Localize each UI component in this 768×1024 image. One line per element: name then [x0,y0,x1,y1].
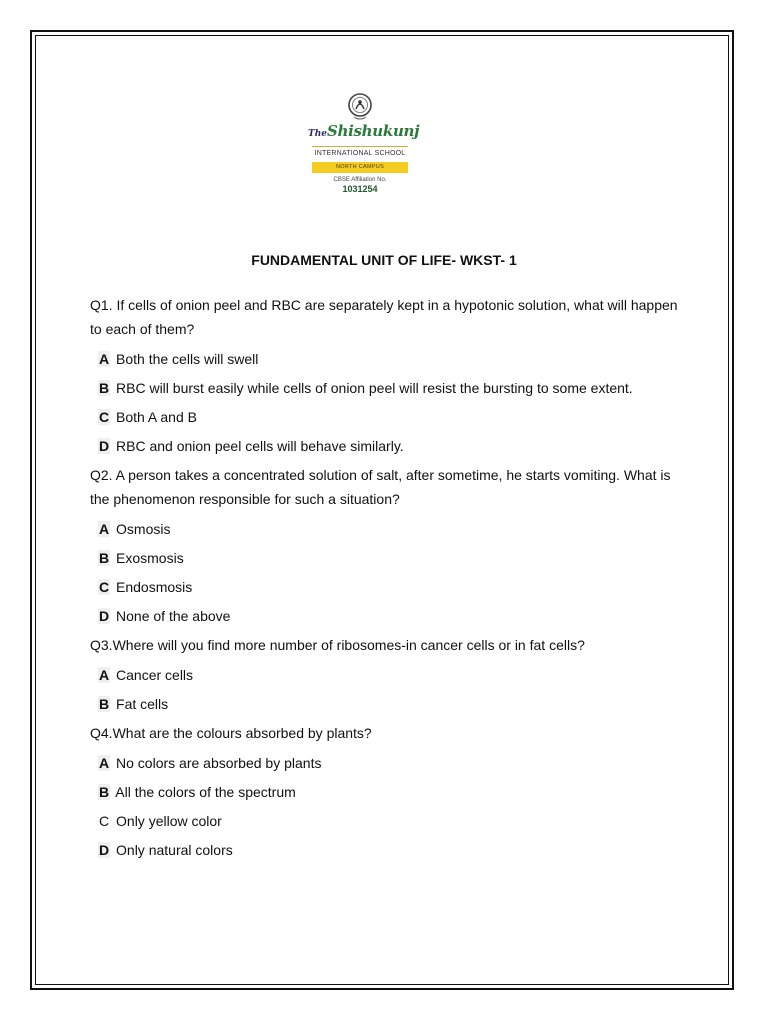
question-1-option-b [98,376,690,400]
option-text: Fat cells [112,696,169,712]
logo-name: Shishukunj [326,122,420,140]
option-text: Both the cells will swell [112,351,259,367]
option-letter: D [99,608,110,624]
option-text: No colors are absorbed by plants [112,755,322,771]
question-1-option-a [98,347,690,371]
option-text: Only natural colors [112,842,233,858]
option-letter: C [99,579,110,595]
question-2-option-d [98,604,690,628]
option-letter: A [99,667,110,683]
option-letter: C [99,813,110,829]
option-letter: A [99,351,110,367]
question-4-option-d [98,838,690,862]
question-4-option-a [98,751,690,775]
logo-affiliation-number: 1031254 [342,184,378,194]
option-letter: A [99,755,110,771]
worksheet-title: FUNDAMENTAL UNIT OF LIFE- WKST- 1 [251,252,517,268]
question-4: Q4.What are the colours absorbed by plants? [90,725,372,741]
logo-campus: NORTH CAMPUS [312,162,408,173]
option-text: Both A and B [112,409,197,425]
logo-the: The [308,129,327,139]
option-letter: A [99,521,110,537]
school-emblem-icon [346,92,374,122]
question-4-option-c [98,809,690,833]
option-letter: B [99,380,110,396]
question-2-option-c [98,575,690,599]
option-text: RBC will burst easily while cells of onion peel will resist the bursting to some extent. [112,380,633,396]
question-2-option-a [98,517,690,541]
option-letter: D [99,438,110,454]
question-1-option-d [98,434,690,458]
question-2: Q2. A person takes a concentrated solution of salt, after sometime, he starts vomiting. What is the phenomenon responsible for such a situation? [90,467,671,507]
school-logo [308,92,420,194]
logo-divider [312,146,408,147]
question-3: Q3.Where will you find more number of ribosomes-in cancer cells or in fat cells? [90,637,585,653]
option-text: RBC and onion peel cells will behave similarly. [112,438,404,454]
option-letter: B [99,550,110,566]
option-text: Osmosis [112,521,171,537]
option-letter: B [99,696,110,712]
question-1: Q1. If cells of onion peel and RBC are separately kept in a hypotonic solution, what will happen to each of them? [90,297,678,337]
option-text: Only yellow color [112,813,222,829]
question-1-option-c [98,405,690,429]
logo-affiliation: CBSE Affiliation No. [333,177,387,183]
question-3-option-a [98,663,690,687]
option-letter: C [99,409,110,425]
question-2-option-b [98,546,690,570]
logo-school: INTERNATIONAL SCHOOL [314,150,406,157]
option-letter: B [99,784,110,800]
option-text: None of the above [112,608,231,624]
question-3-option-b [98,692,690,716]
option-text: Cancer cells [112,667,194,683]
option-letter: D [99,842,110,858]
option-text: All the colors of the spectrum [112,784,296,800]
option-text: Exosmosis [112,550,184,566]
question-list [90,293,690,867]
question-4-option-b [98,780,690,804]
option-text: Endosmosis [112,579,193,595]
